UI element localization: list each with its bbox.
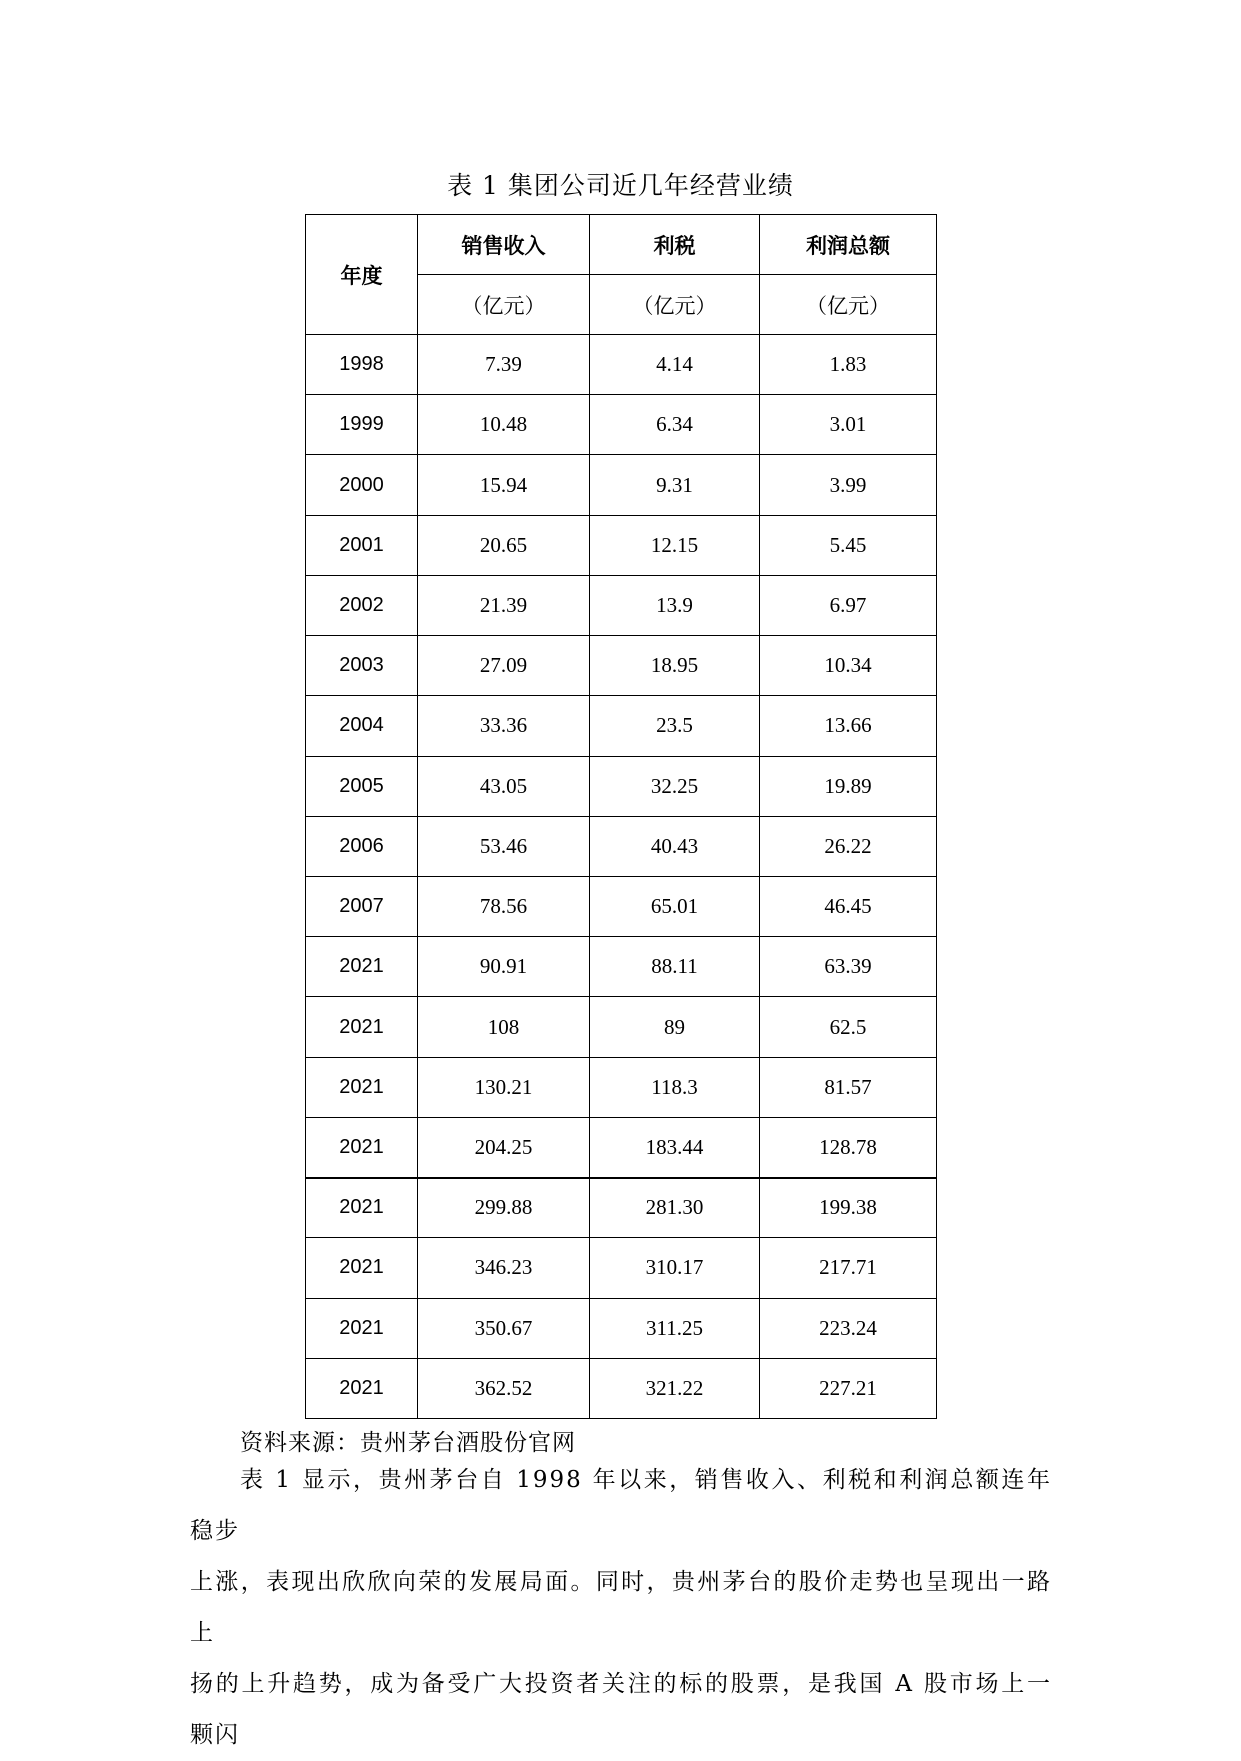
body-paragraph [190, 1455, 1052, 1761]
cell-tax-profit: 65.01 [590, 876, 760, 936]
cell-tax-profit: 40.43 [590, 816, 760, 876]
cell-tax-profit: 12.15 [590, 515, 760, 575]
cell-sales: 108 [418, 997, 590, 1057]
table-row [306, 876, 937, 936]
cell-total-profit: 19.89 [760, 756, 937, 816]
cell-tax-profit: 18.95 [590, 636, 760, 696]
cell-total-profit: 6.97 [760, 575, 937, 635]
cell-year: 2006 [306, 816, 418, 876]
column-unit-total-profit: （亿元） [760, 275, 937, 335]
column-header-total-profit: 利润总额 [760, 215, 937, 275]
cell-year: 2021 [306, 1358, 418, 1418]
paragraph-line: 表 1 显示，贵州茅台自 1998 年以来，销售收入、利税和利润总额连年稳步 [190, 1467, 1052, 1544]
cell-year: 2021 [306, 937, 418, 997]
cell-year: 2021 [306, 1057, 418, 1117]
cell-tax-profit: 6.34 [590, 395, 760, 455]
cell-tax-profit: 23.5 [590, 696, 760, 756]
cell-year: 2005 [306, 756, 418, 816]
cell-total-profit: 81.57 [760, 1057, 937, 1117]
cell-sales: 20.65 [418, 515, 590, 575]
table-row [306, 455, 937, 515]
cell-tax-profit: 311.25 [590, 1298, 760, 1358]
cell-tax-profit: 281.30 [590, 1178, 760, 1238]
cell-year: 1998 [306, 335, 418, 395]
table-row [306, 1298, 937, 1358]
table-row [306, 816, 937, 876]
performance-table [305, 214, 937, 1419]
column-header-sales: 销售收入 [418, 215, 590, 275]
table-row [306, 636, 937, 696]
cell-year: 2021 [306, 997, 418, 1057]
cell-tax-profit: 321.22 [590, 1358, 760, 1418]
cell-year: 2003 [306, 636, 418, 696]
cell-total-profit: 13.66 [760, 696, 937, 756]
cell-total-profit: 128.78 [760, 1117, 937, 1177]
cell-total-profit: 1.83 [760, 335, 937, 395]
cell-year: 1999 [306, 395, 418, 455]
cell-year: 2021 [306, 1298, 418, 1358]
cell-year: 2001 [306, 515, 418, 575]
paragraph-line: 上涨，表现出欣欣向荣的发展局面。同时，贵州茅台的股价走势也呈现出一路上 [190, 1569, 1052, 1646]
cell-year: 2021 [306, 1117, 418, 1177]
cell-total-profit: 3.99 [760, 455, 937, 515]
cell-total-profit: 3.01 [760, 395, 937, 455]
cell-tax-profit: 32.25 [590, 756, 760, 816]
cell-total-profit: 63.39 [760, 937, 937, 997]
cell-tax-profit: 118.3 [590, 1057, 760, 1117]
table-row [306, 1358, 937, 1418]
cell-sales: 299.88 [418, 1178, 590, 1238]
table-row [306, 1178, 937, 1238]
column-unit-sales: （亿元） [418, 275, 590, 335]
cell-year: 2002 [306, 575, 418, 635]
cell-year: 2007 [306, 876, 418, 936]
paragraph-line: 扬的上升趋势，成为备受广大投资者关注的标的股票，是我国 A 股市场上一颗闪 [190, 1671, 1052, 1748]
cell-total-profit: 217.71 [760, 1238, 937, 1298]
table-row [306, 1238, 937, 1298]
data-source-note: 资料来源：贵州茅台酒股份官网 [240, 1430, 576, 1456]
table-row [306, 395, 937, 455]
table-row [306, 1057, 937, 1117]
cell-sales: 33.36 [418, 696, 590, 756]
cell-tax-profit: 183.44 [590, 1117, 760, 1177]
cell-total-profit: 5.45 [760, 515, 937, 575]
table-row [306, 696, 937, 756]
column-unit-tax-profit: （亿元） [590, 275, 760, 335]
table-row [306, 937, 937, 997]
cell-total-profit: 46.45 [760, 876, 937, 936]
table-row [306, 1117, 937, 1177]
table-body [306, 335, 937, 1419]
cell-sales: 10.48 [418, 395, 590, 455]
cell-total-profit: 199.38 [760, 1178, 937, 1238]
cell-sales: 130.21 [418, 1057, 590, 1117]
cell-tax-profit: 310.17 [590, 1238, 760, 1298]
cell-total-profit: 223.24 [760, 1298, 937, 1358]
cell-sales: 362.52 [418, 1358, 590, 1418]
cell-year: 2000 [306, 455, 418, 515]
cell-tax-profit: 89 [590, 997, 760, 1057]
cell-sales: 204.25 [418, 1117, 590, 1177]
cell-tax-profit: 13.9 [590, 575, 760, 635]
table-row [306, 997, 937, 1057]
cell-sales: 90.91 [418, 937, 590, 997]
cell-year: 2004 [306, 696, 418, 756]
cell-sales: 78.56 [418, 876, 590, 936]
table-row [306, 335, 937, 395]
cell-sales: 15.94 [418, 455, 590, 515]
cell-sales: 350.67 [418, 1298, 590, 1358]
cell-year: 2021 [306, 1238, 418, 1298]
cell-sales: 53.46 [418, 816, 590, 876]
cell-total-profit: 62.5 [760, 997, 937, 1057]
cell-sales: 7.39 [418, 335, 590, 395]
cell-total-profit: 10.34 [760, 636, 937, 696]
cell-sales: 27.09 [418, 636, 590, 696]
cell-year: 2021 [306, 1178, 418, 1238]
cell-tax-profit: 88.11 [590, 937, 760, 997]
cell-total-profit: 26.22 [760, 816, 937, 876]
cell-tax-profit: 9.31 [590, 455, 760, 515]
year-header: 年度 [306, 215, 418, 335]
table-row [306, 575, 937, 635]
column-header-tax-profit: 利税 [590, 215, 760, 275]
cell-tax-profit: 4.14 [590, 335, 760, 395]
table-row [306, 515, 937, 575]
cell-sales: 346.23 [418, 1238, 590, 1298]
table-row [306, 756, 937, 816]
cell-sales: 21.39 [418, 575, 590, 635]
cell-sales: 43.05 [418, 756, 590, 816]
table-caption: 表 1 集团公司近几年经营业绩 [447, 171, 794, 200]
cell-total-profit: 227.21 [760, 1358, 937, 1418]
